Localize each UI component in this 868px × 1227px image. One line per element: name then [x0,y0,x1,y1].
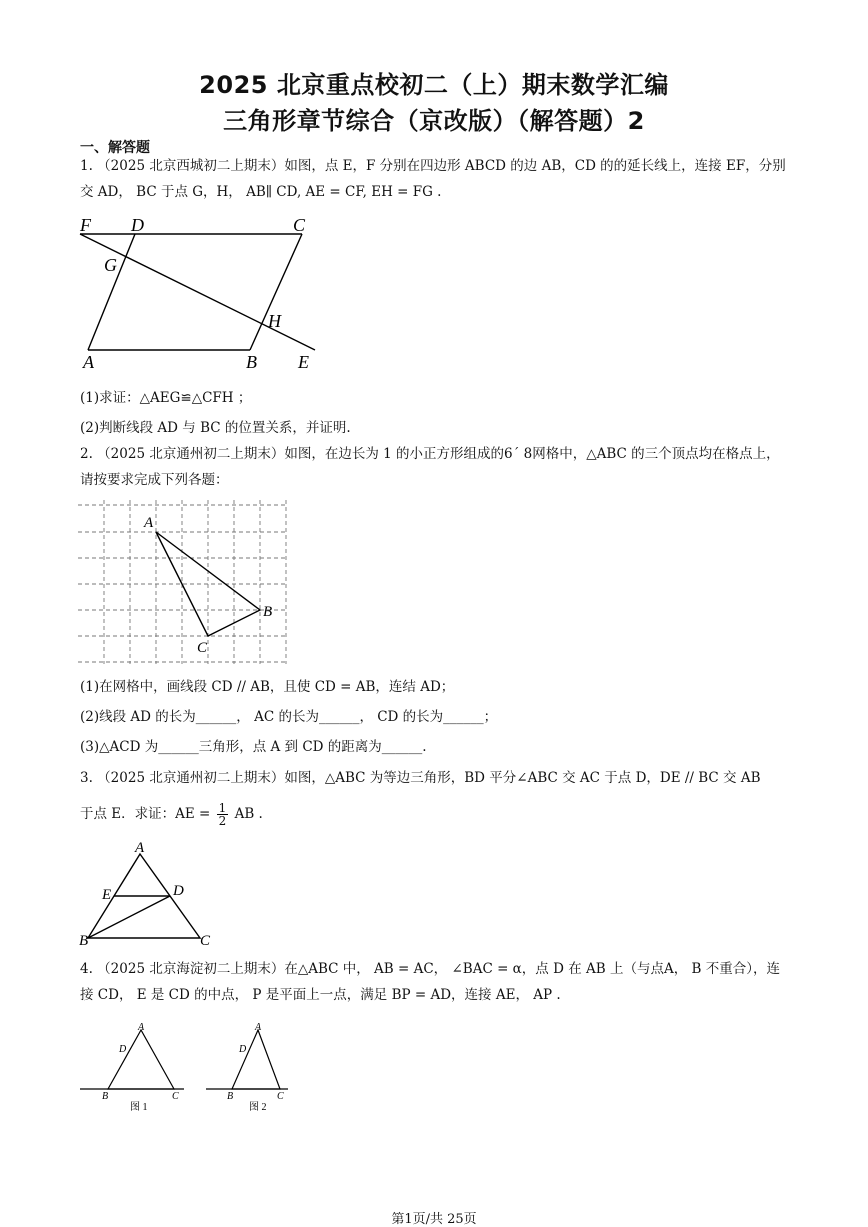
q3-label-c: C [200,933,211,949]
q2-part1: (1)在网格中，画线段 CD // AB，且使 CD = AB，连结 AD； [80,679,455,695]
question-1-text: 1. （2025 北京西城初二上期末）如图，点 E，F 分别在四边形 ABCD 的边 AB，CD 的的延长线上，连接 EF，分别交 AD， BC 于点 G，H， AB∥ CD, AE = CF, EH = FG . [80,158,786,200]
q4-fig2-label-c: C [277,1091,284,1102]
q1-label-e: E [298,352,309,372]
q3-label-a: A [135,840,145,856]
q1-label-d: D [131,215,144,235]
page-title-line2: 三角形章节综合（京改版）（解答题）2 [223,107,645,135]
q3-frac-num: 1 [218,801,227,815]
section-heading: 一、解答题 [80,140,150,156]
q1-label-h: H [268,311,281,331]
page-title-line1: 2025 北京重点校初二（上）期末数学汇编 [199,71,669,99]
q4-fig2-caption: 图 2 [249,1102,267,1113]
q4-fig1-label-b: B [102,1091,109,1102]
q1-label-g: G [104,255,117,275]
q4-fig2-label-a: A [255,1022,262,1033]
q1-part2: (2)判断线段 AD 与 BC 的位置关系，并证明. [80,420,351,436]
q3-label-d: D [173,883,184,899]
q1-label-f: F [80,215,91,235]
q4-fig1-caption: 图 1 [130,1102,148,1113]
q2-label-c: C [197,640,208,656]
q3-label-b: B [79,933,89,949]
q4-fig1-label-c: C [172,1091,179,1102]
q1-part1: (1)求证：△AEG≌△CFH ； [80,390,252,406]
q1-label-b: B [246,352,257,372]
q1-label-a: A [83,352,94,372]
question-2-text: 2. （2025 北京通州初二上期末）如图，在边长为 1 的小正方形组成的6´ 8网格中，△ABC 的三个顶点均在格点上，请按要求完成下列各题： [80,446,780,488]
q3-claim-prefix: 于点 E．求证：AE = [80,806,211,822]
q3-claim-suffix: AB . [234,806,263,822]
question-4-text: 4. （2025 北京海淀初二上期末）在△ABC 中， AB = AC， ∠BAC = α，点 D 在 AB 上（与点A， B 不重合），连接 CD， E 是 CD 的中点， P 是平面上一点，满足 BP = AD，连接 AE， AP . [80,961,780,1003]
q1-label-c: C [293,215,306,235]
q3-frac-den: 2 [218,814,227,828]
question-3-line1: 3. （2025 北京通州初二上期末）如图，△ABC 为等边三角形，BD 平分∠ABC 交 AC 于点 D，DE // BC 交 AB [80,770,761,786]
q2-label-b: B [263,604,273,620]
q2-part2: (2)线段 AD 的长为______， AC 的长为______， CD 的长为______； [80,709,498,725]
q4-fig1-label-d: D [119,1044,127,1055]
q2-label-a: A [144,515,154,531]
q3-label-e: E [102,887,112,903]
page-footer: 第1页/共 25页 [391,1212,477,1227]
q4-fig2-label-b: B [227,1091,234,1102]
q4-fig2-label-d: D [239,1044,247,1055]
q2-part3: (3)△ACD 为______三角形，点 A 到 CD 的距离为______. [80,739,427,755]
q4-fig1-label-a: A [138,1022,145,1033]
